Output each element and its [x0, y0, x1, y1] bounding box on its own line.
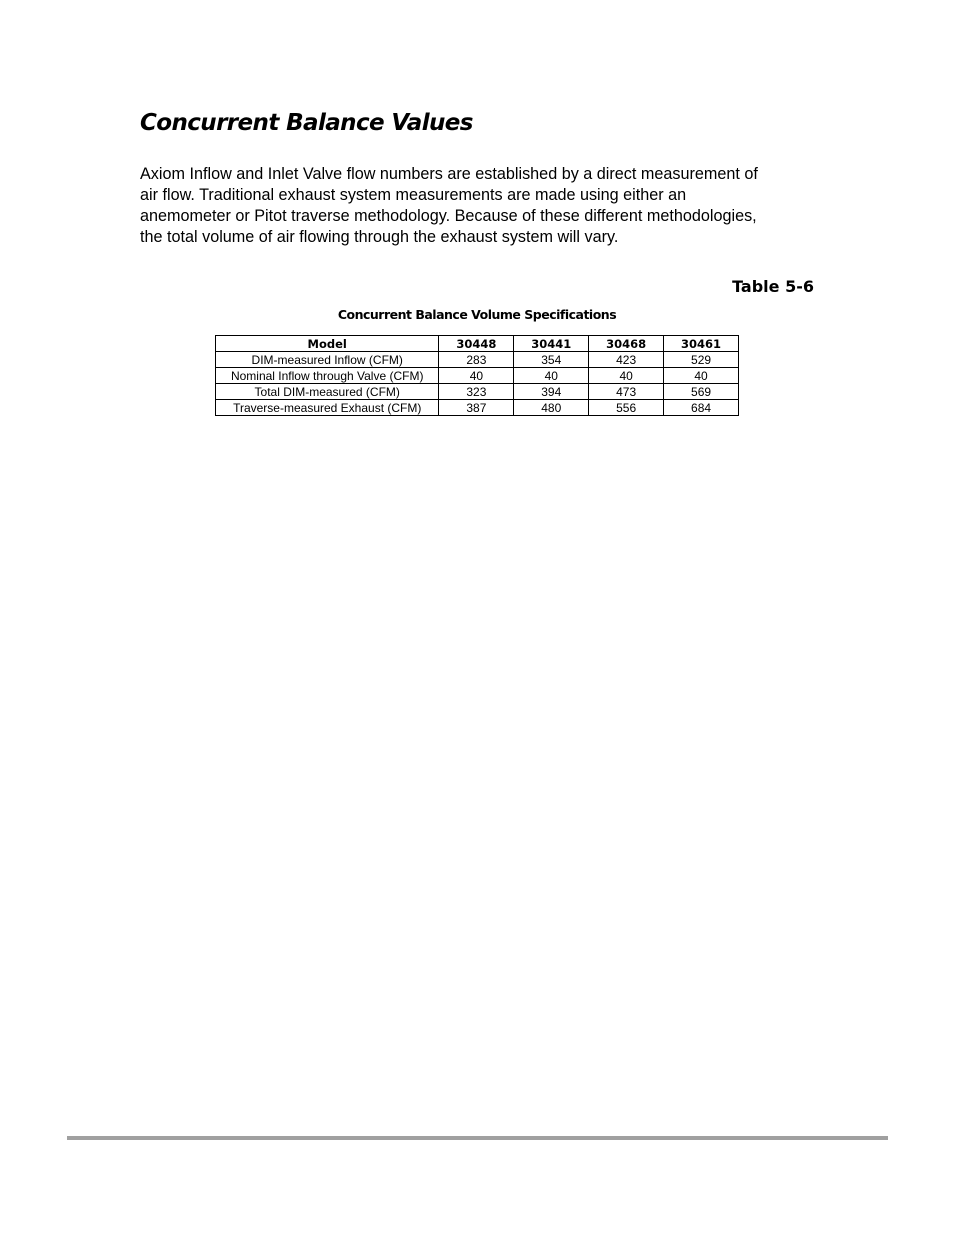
table-cell: 283: [439, 352, 514, 368]
table-cell: 40: [664, 368, 739, 384]
intro-line: the total volume of air flowing through the exhaust system will vary.: [140, 228, 619, 246]
header-cell: 30461: [664, 336, 739, 352]
table-row: [216, 400, 739, 416]
table-cell: 423: [589, 352, 664, 368]
header-cell: 30468: [589, 336, 664, 352]
table-cell: 473: [589, 384, 664, 400]
table-header-row: [216, 336, 739, 352]
table-caption: Concurrent Balance Volume Specifications: [337, 307, 617, 322]
header-cell: 30448: [439, 336, 514, 352]
table-cell: 684: [664, 400, 739, 416]
table-number: Table 5-6: [732, 277, 814, 296]
intro-line: Axiom Inflow and Inlet Valve flow numbers are established by a direct measurement of: [140, 165, 758, 183]
table-cell: 354: [514, 352, 589, 368]
table-cell: 529: [664, 352, 739, 368]
table-cell: 40: [439, 368, 514, 384]
table-cell: 40: [514, 368, 589, 384]
intro-line: anemometer or Pitot traverse methodology. Because of these different methodologies,: [140, 207, 757, 225]
table-cell: 323: [439, 384, 514, 400]
page-title: Concurrent Balance Values: [140, 110, 473, 136]
spec-table: [215, 335, 739, 416]
intro-paragraph: [140, 164, 820, 248]
table-row: [216, 352, 739, 368]
table-cell: 480: [514, 400, 589, 416]
table-row: [216, 368, 739, 384]
table-cell: Traverse-measured Exhaust (CFM): [216, 400, 439, 416]
table-cell: DIM-measured Inflow (CFM): [216, 352, 439, 368]
table-cell: 394: [514, 384, 589, 400]
table-cell: 40: [589, 368, 664, 384]
table-cell: 569: [664, 384, 739, 400]
table-cell: Nominal Inflow through Valve (CFM): [216, 368, 439, 384]
table-cell: 556: [589, 400, 664, 416]
intro-line: air flow. Traditional exhaust system measurements are made using either an: [140, 186, 687, 204]
footer-rule: [67, 1136, 888, 1140]
table-row: [216, 384, 739, 400]
header-cell: 30441: [514, 336, 589, 352]
header-cell: Model: [216, 336, 439, 352]
table-cell: 387: [439, 400, 514, 416]
table-cell: Total DIM-measured (CFM): [216, 384, 439, 400]
